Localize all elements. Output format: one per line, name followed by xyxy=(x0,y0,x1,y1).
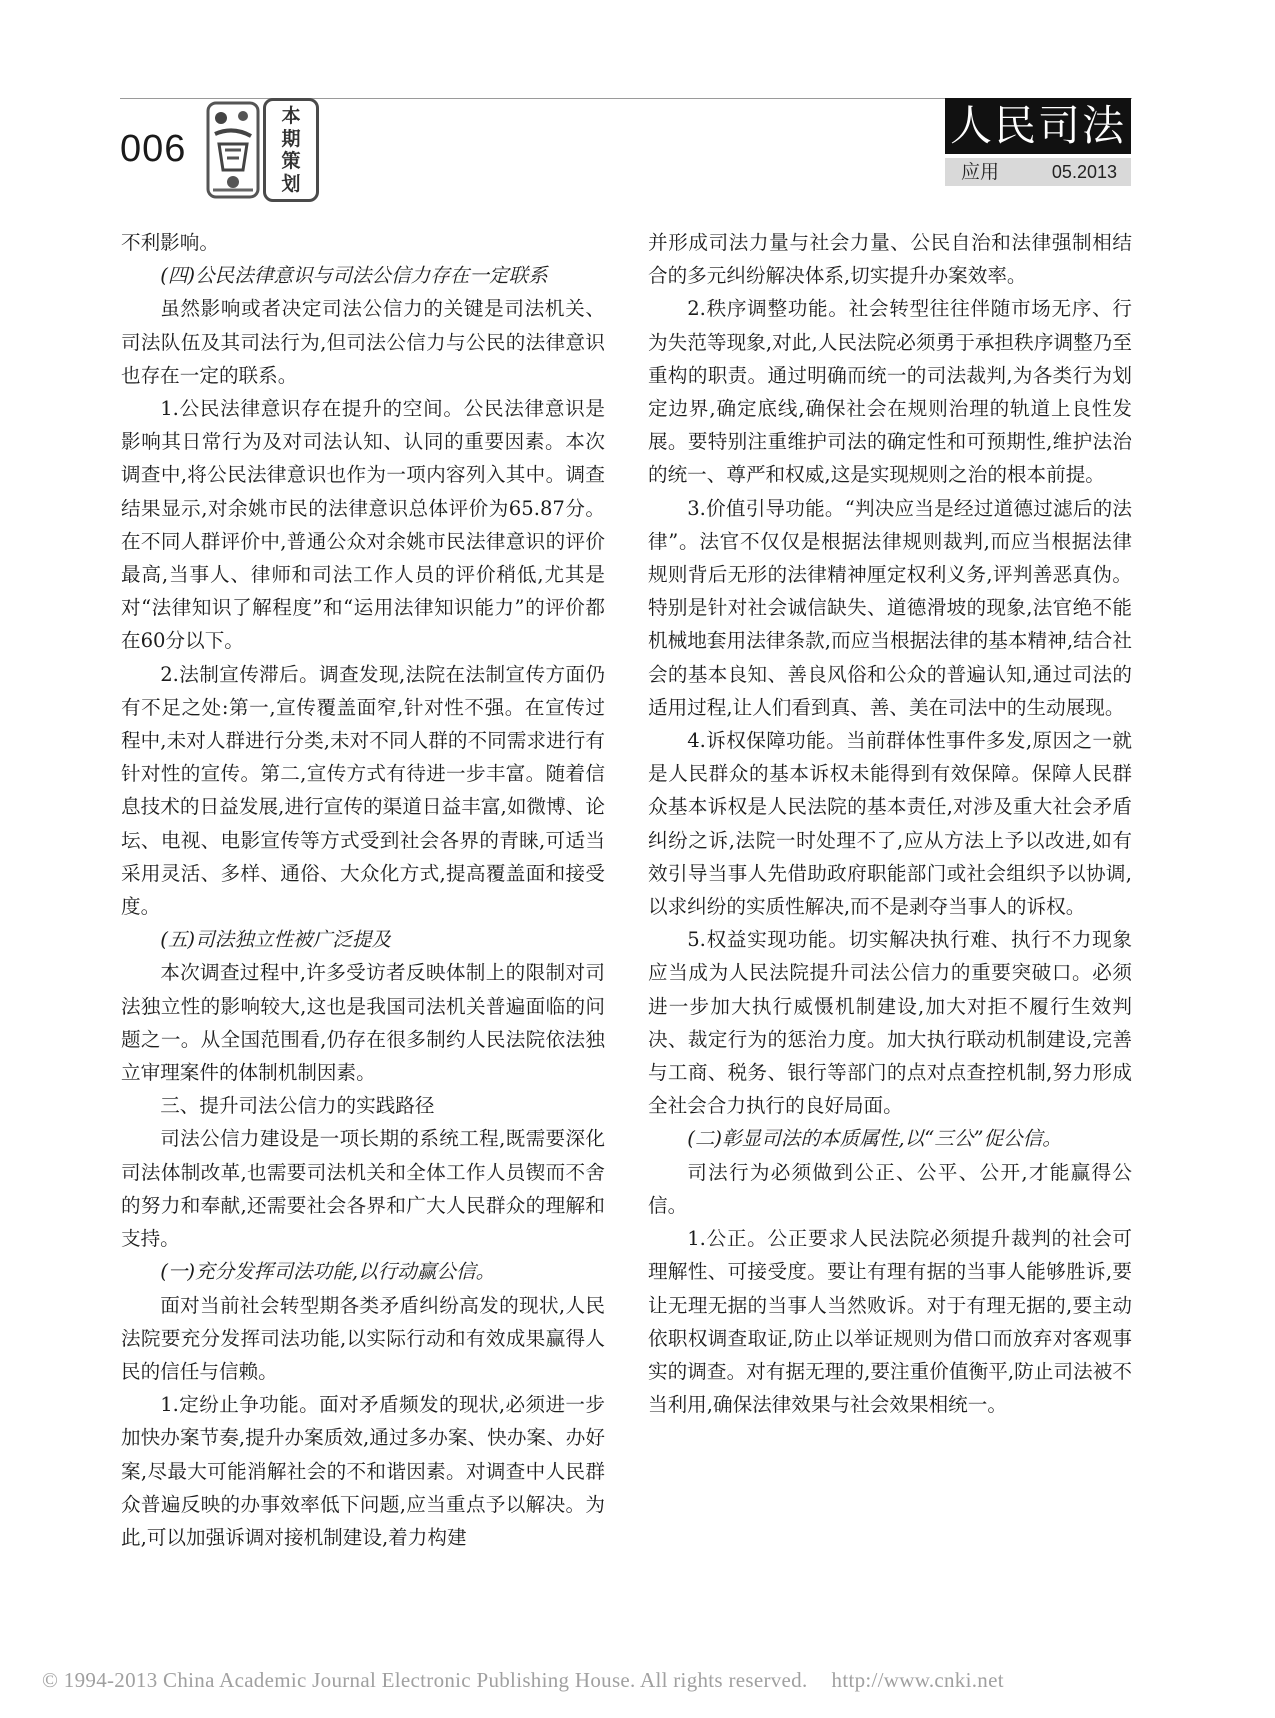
journal-issue: 05.2013 xyxy=(1051,162,1117,182)
site-url[interactable]: http://www.cnki.net xyxy=(831,1668,1004,1692)
paragraph: 司法行为必须做到公正、公平、公开,才能赢得公信。 xyxy=(648,1160,1132,1217)
stamp-char: 划 xyxy=(281,172,301,195)
stamp-text-box xyxy=(263,98,319,202)
stamp-char: 期 xyxy=(281,127,301,150)
subheading: (五)司法独立性被广泛提及 xyxy=(160,928,392,952)
section-heading: 三、提升司法公信力的实践路径 xyxy=(160,1094,435,1118)
paragraph: 5.权益实现功能。切实解决执行难、执行不力现象应当成为人民法院提升司法公信力的重要突破口。必须进一步加大执行威慑机制建设,加大对拒不履行生效判决、裁定行为的惩治力度。加大执行联动机制建设,完善与工商、税务、银行等部门的点对点查控机制,努力形成全社会合力执行的良好局面。 xyxy=(648,928,1132,1118)
paragraph: 司法公信力建设是一项长期的系统工程,既需要深化司法体制改革,也需要司法机关和全体工作人员锲而不舍的努力和奉献,还需要社会各界和广大人民群众的理解和支持。 xyxy=(121,1127,605,1251)
paragraph: 面对当前社会转型期各类矛盾纠纷高发的现状,人民法院要充分发挥司法功能,以实际行动和有效成果赢得人民的信任与信赖。 xyxy=(121,1293,605,1383)
page-number: 006 xyxy=(120,128,187,170)
section-stamp xyxy=(205,96,327,206)
paragraph: 1.定纷止争功能。面对矛盾频发的现状,必须进一步加快办案节奏,提升办案质效,通过多办案、快办案、办好案,尽最大可能消解社会的不和谐因素。对调查中人民群众普遍反映的办事效率低下问题,应当重点予以解决。为此,可以加强诉调对接机制建设,着力构建 xyxy=(121,1393,605,1549)
subheading: (四)公民法律意识与司法公信力存在一定联系 xyxy=(160,264,548,288)
left-column xyxy=(121,226,605,1554)
paragraph: 3.价值引导功能。“判决应当是经过道德过滤后的法律”。法官不仅仅是根据法律规则裁判,而应当根据法律规则背后无形的法律精神厘定权利义务,评判善恶真伪。特别是针对社会诚信缺失、道德滑坡的现象,法官绝不能机械地套用法律条款,而应当根据法律的基本精神,结合社会的基本良知、善良风俗和公众的普遍认知,通过司法的适用过程,让人们看到真、善、美在司法中的生动展现。 xyxy=(648,496,1132,719)
subheading: (一)充分发挥司法功能,以行动赢公信。 xyxy=(160,1260,496,1284)
paragraph: 1.公正。公正要求人民法院必须提升裁判的社会可理解性、可接受度。要让有理有据的当事人能够胜诉,要让无理无据的当事人当然败诉。对于有理无据的,要主动依职权调查取证,防止以举证规则为借口而放弃对客观事实的调查。对有据无理的,要注重价值衡平,防止司法被不当利用,确保法律效果与社会效果相统一。 xyxy=(648,1227,1132,1417)
subheading: (二)彰显司法的本质属性,以“三公”促公信。 xyxy=(687,1127,1062,1151)
paragraph: 2.秩序调整功能。社会转型往往伴随市场无序、行为失范等现象,对此,人民法院必须勇于承担秩序调整乃至重构的职责。通过明确而统一的司法裁判,为各类行为划定边界,确定底线,确保社会在规则治理的轨道上良性发展。要特别注重维护司法的确定性和可预期性,维护法治的统一、尊严和权威,这是实现规则之治的根本前提。 xyxy=(648,297,1132,487)
paragraph: 4.诉权保障功能。当前群体性事件多发,原因之一就是人民群众的基本诉权未能得到有效保障。保障人民群众基本诉权是人民法院的基本责任,对涉及重大社会矛盾纠纷之诉,法院一时处理不了,应从方法上予以改进,如有效引导当事人先借助政府职能部门或社会组织予以协调,以求纠纷的实质性解决,而不是剥夺当事人的诉权。 xyxy=(648,729,1132,919)
paragraph: 并形成司法力量与社会力量、公民自治和法律强制相结合的多元纠纷解决体系,切实提升办案效率。 xyxy=(648,231,1132,288)
paragraph: 虽然影响或者决定司法公信力的关键是司法机关、司法队伍及其司法行为,但司法公信力与公民的法律意识也存在一定的联系。 xyxy=(121,297,605,387)
paragraph: 2.法制宣传滞后。调查发现,法院在法制宣传方面仍有不足之处:第一,宣传覆盖面窄,针对性不强。在宣传过程中,未对人群进行分类,未对不同人群的不同需求进行有针对性的宣传。第二,宣传方式有待进一步丰富。随着信息技术的日益发展,进行宣传的渠道日益丰富,如微博、论坛、电视、电影宣传等方式受到社会各界的青睐,可适当采用灵活、多样、通俗、大众化方式,提高覆盖面和接受度。 xyxy=(121,662,605,919)
right-column xyxy=(648,226,1132,1421)
copyright-footer xyxy=(42,1668,1004,1693)
stamp-char: 策 xyxy=(281,150,301,173)
stamp-char: 本 xyxy=(281,105,301,128)
journal-title: 人民司法 xyxy=(945,98,1131,154)
paragraph: 本次调查过程中,许多受访者反映体制上的限制对司法独立性的影响较大,这也是我国司法机关普遍面临的问题之一。从全国范围看,仍存在很多制约人民法院依法独立审理案件的体制机制因素。 xyxy=(121,961,605,1085)
journal-edition: 应用 xyxy=(961,161,1000,183)
copyright-text: © 1994-2013 China Academic Journal Electronic Publishing House. All rights reserved. xyxy=(42,1668,808,1692)
paragraph: 1.公民法律意识存在提升的空间。公民法律意识是影响其日常行为及对司法认知、认同的重要因素。本次调查中,将公民法律意识也作为一项内容列入其中。调查结果显示,对余姚市民的法律意识总体评价为65.87分。在不同人群评价中,普通公众对余姚市民法律意识的评价最高,当事人、律师和司法工作人员的评价稍低,尤其是对“法律知识了解程度”和“运用法律知识能力”的评价都在60分以下。 xyxy=(121,397,605,653)
journal-subtitle-bar xyxy=(945,158,1131,186)
paragraph: 不利影响。 xyxy=(121,231,219,254)
seal-mark-icon xyxy=(205,100,261,200)
